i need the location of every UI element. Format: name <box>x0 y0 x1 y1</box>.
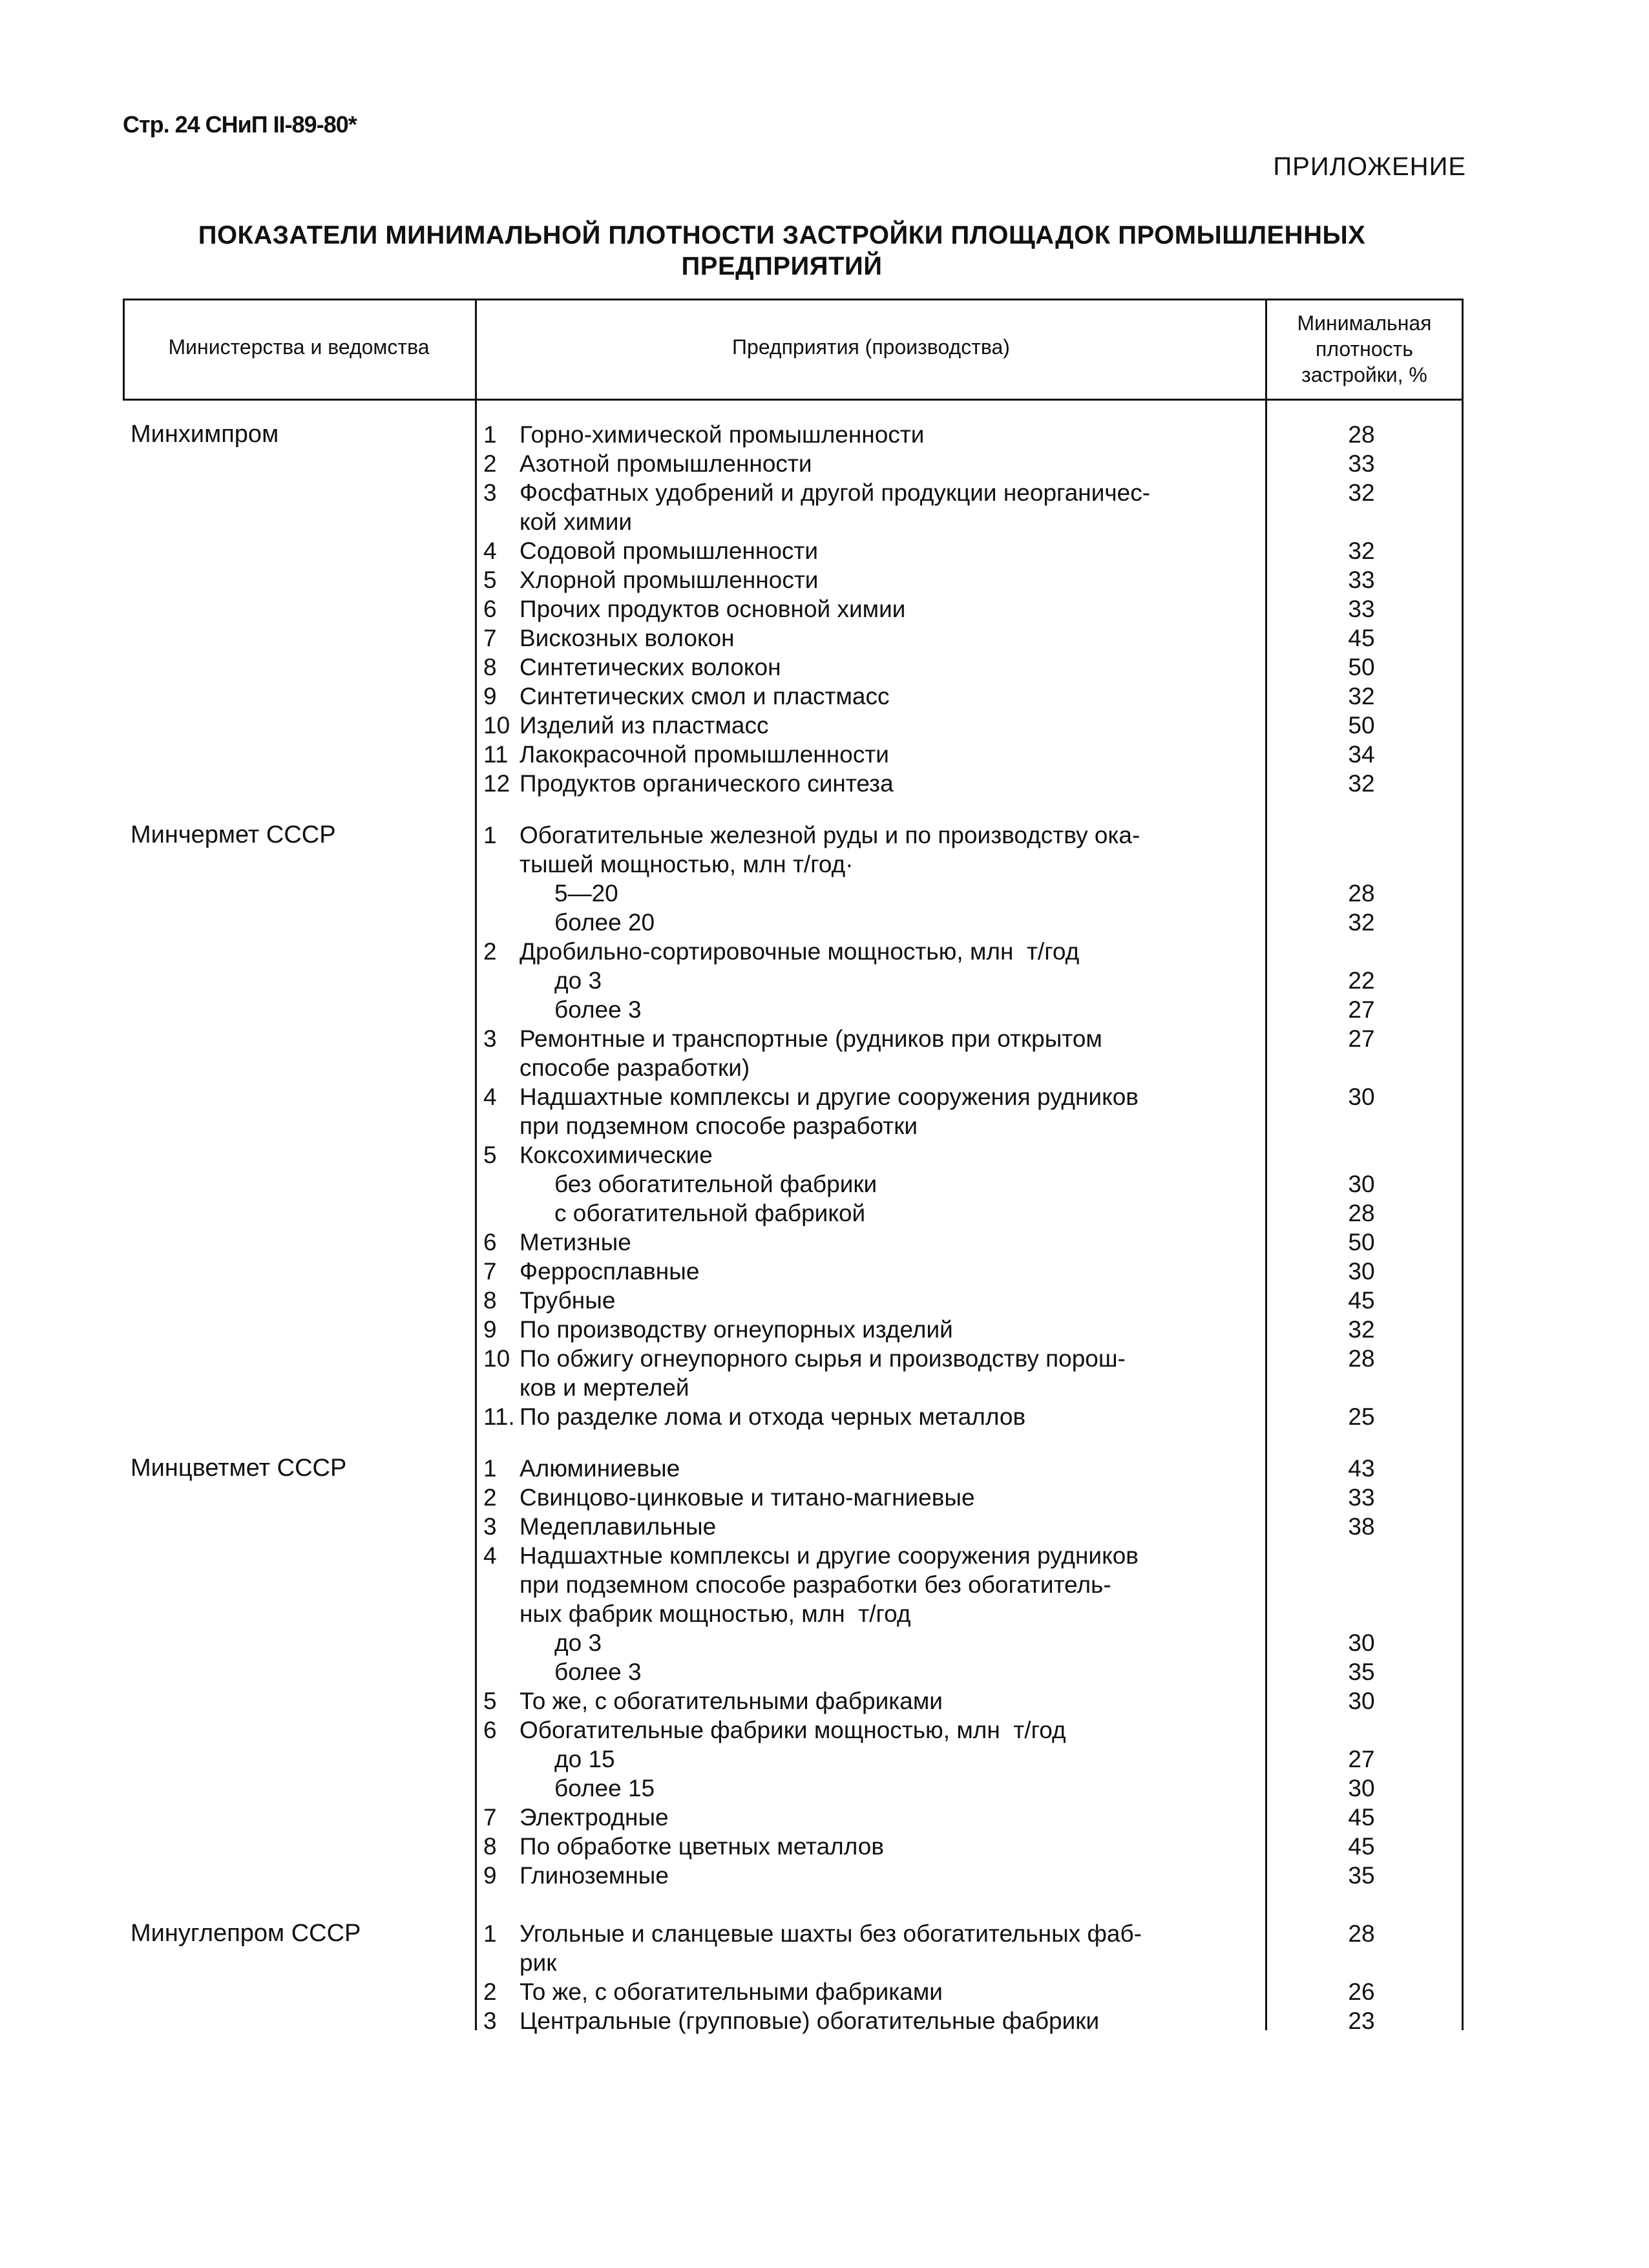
row-number: 8 <box>483 654 497 680</box>
row-number: 5 <box>483 567 497 593</box>
enterprise-label: По обработке цветных металлов <box>520 1833 884 1860</box>
title-line-2: ПРЕДПРИЯТИЙ <box>681 252 883 280</box>
enterprise-label: Обогатительные фабрики мощностью, млн т/год <box>520 1717 1066 1743</box>
enterprise-row <box>483 1344 1388 1373</box>
enterprise-label: Надшахтные комплексы и другие сооружения рудников <box>520 1084 1139 1110</box>
row-number: 2 <box>483 1979 497 2005</box>
enterprise-label: Азотной промышленности <box>520 450 812 477</box>
row-number: 1 <box>483 1455 497 1482</box>
density-value: 30 <box>1348 1258 1375 1285</box>
enterprise-label: 5—20 <box>554 880 618 907</box>
row-number: 1 <box>483 421 497 448</box>
density-value: 30 <box>1348 1688 1375 1714</box>
enterprise-row <box>483 711 1388 740</box>
enterprise-label: Вискозных волокон <box>520 625 735 651</box>
density-value: 32 <box>1348 538 1375 564</box>
enterprise-label: Ферросплавные <box>520 1258 700 1285</box>
enterprise-row <box>483 1373 1424 1402</box>
density-value: 30 <box>1348 1084 1375 1110</box>
ministry-name: Минуглепром СССР <box>131 1920 361 1947</box>
enterprise-row <box>483 653 1388 682</box>
enterprise-label: Трубные <box>520 1287 616 1314</box>
enterprise-label: до 3 <box>554 967 602 994</box>
density-value: 35 <box>1348 1862 1375 1889</box>
enterprise-row <box>483 1082 1388 1111</box>
enterprise-label: при подземном способе разработки <box>520 1113 918 1139</box>
row-number: 11 <box>483 741 509 768</box>
header-enterprises: Предприятия (производства) <box>732 335 1010 359</box>
row-number: 9 <box>483 1316 497 1343</box>
enterprise-label: То же, с обогатительными фабриками <box>520 1688 943 1714</box>
ministry-name: Минхимпром <box>131 421 279 448</box>
enterprise-row <box>483 1402 1388 1431</box>
density-value: 28 <box>1348 1200 1375 1226</box>
enterprise-label: Обогатительные железной руды и по производству ока- <box>520 822 1140 848</box>
enterprise-label: Свинцово-цинковые и титано-магниевые <box>520 1484 975 1511</box>
table-right-border <box>1462 299 1464 2030</box>
enterprise-row <box>483 937 1388 966</box>
density-value: 27 <box>1348 996 1375 1023</box>
row-number: 8 <box>483 1287 497 1314</box>
enterprise-label: при подземном способе разработки без обогатитель- <box>520 1571 1111 1598</box>
enterprise-label: Алюминиевые <box>520 1455 680 1482</box>
enterprise-label: более 15 <box>554 1775 655 1801</box>
row-number: 11. <box>483 1403 515 1430</box>
enterprise-label: более 3 <box>554 1659 642 1685</box>
enterprise-label: кой химии <box>520 509 633 535</box>
enterprise-label: Ремонтные и транспортные (рудников при открытом <box>520 1025 1102 1052</box>
density-value: 32 <box>1348 909 1375 936</box>
density-value: 32 <box>1348 770 1375 797</box>
col-divider-1 <box>475 299 477 2030</box>
row-number: 3 <box>483 479 497 506</box>
enterprise-label: Дробильно-сортировочные мощностью, млн т/год <box>520 938 1080 965</box>
enterprise-row <box>483 1919 1388 1948</box>
enterprise-label: По обжигу огнеупорного сырья и производству порош- <box>520 1345 1126 1372</box>
enterprise-row <box>483 536 1388 565</box>
enterprise-row <box>483 1140 1388 1170</box>
density-value: 33 <box>1348 1484 1375 1511</box>
density-value: 33 <box>1348 450 1375 477</box>
row-number: 3 <box>483 1025 497 1052</box>
enterprise-label: Глиноземные <box>520 1862 669 1889</box>
enterprise-label: Коксохимические <box>520 1142 713 1168</box>
row-number: 6 <box>483 1717 497 1743</box>
enterprise-row <box>483 1024 1388 1053</box>
enterprise-label: способе разработки) <box>520 1055 750 1081</box>
row-number: 7 <box>483 625 497 651</box>
row-number: 5 <box>483 1688 497 1714</box>
enterprise-label: с обогатительной фабрикой <box>554 1200 866 1226</box>
row-number: 1 <box>483 1920 497 1947</box>
enterprise-row <box>483 507 1424 536</box>
ministry-name: Минцветмет СССР <box>131 1454 347 1482</box>
enterprise-row <box>483 1686 1388 1716</box>
enterprise-label: Продуктов органического синтеза <box>520 770 894 797</box>
enterprise-row <box>483 1977 1388 2006</box>
title-line-1: ПОКАЗАТЕЛИ МИНИМАЛЬНОЙ ПЛОТНОСТИ ЗАСТРОЙКИ ПЛОЩАДОК ПРОМЫШЛЕННЫХ <box>198 221 1366 249</box>
enterprise-label: Прочих продуктов основной химии <box>520 596 906 622</box>
row-number: 9 <box>483 683 497 709</box>
enterprise-label: до 15 <box>554 1746 615 1772</box>
density-value: 32 <box>1348 683 1375 709</box>
enterprise-row <box>483 769 1388 798</box>
enterprise-label: По производству огнеупорных изделий <box>520 1316 953 1343</box>
row-number: 4 <box>483 538 497 564</box>
enterprise-row <box>483 1570 1424 1599</box>
density-value: 50 <box>1348 654 1375 680</box>
enterprise-label: рик <box>520 1949 557 1976</box>
row-number: 7 <box>483 1804 497 1831</box>
row-number: 4 <box>483 1084 497 1110</box>
enterprise-row <box>483 1599 1424 1628</box>
enterprise-row <box>483 1315 1388 1344</box>
row-number: 2 <box>483 1484 497 1511</box>
enterprise-label: Электродные <box>520 1804 669 1831</box>
header-bottom-border <box>123 399 1464 401</box>
enterprise-label: Хлорной промышленности <box>520 567 819 593</box>
enterprise-label: Медеплавильные <box>520 1513 717 1540</box>
enterprise-label: Фосфатных удобрений и другой продукции неорганичес- <box>520 479 1151 506</box>
enterprise-row <box>483 1228 1388 1257</box>
table-top-border <box>123 299 1464 300</box>
row-number: 1 <box>483 822 497 848</box>
enterprise-row <box>483 449 1388 478</box>
density-value: 30 <box>1348 1630 1375 1656</box>
enterprise-row <box>483 850 1424 879</box>
density-value: 28 <box>1348 421 1375 448</box>
enterprise-row <box>483 420 1388 449</box>
enterprise-row <box>483 1541 1388 1570</box>
enterprise-label: Синтетических смол и пластмасс <box>520 683 890 709</box>
enterprise-row <box>483 821 1388 850</box>
density-value: 45 <box>1348 1804 1375 1831</box>
enterprise-row <box>483 1053 1424 1082</box>
enterprise-label: без обогатительной фабрики <box>554 1171 877 1197</box>
row-number: 12 <box>483 770 510 797</box>
density-value: 32 <box>1348 1316 1375 1343</box>
density-value: 45 <box>1348 625 1375 651</box>
enterprise-label: По разделке лома и отхода черных металлов <box>520 1403 1026 1430</box>
enterprise-label: до 3 <box>554 1630 602 1656</box>
density-value: 33 <box>1348 567 1375 593</box>
density-value: 27 <box>1348 1025 1375 1052</box>
enterprise-label: Центральные (групповые) обогатительные фабрики <box>520 2008 1100 2034</box>
row-number: 6 <box>483 596 497 622</box>
density-value: 23 <box>1348 2008 1375 2034</box>
row-number: 6 <box>483 1229 497 1255</box>
enterprise-label: То же, с обогатительными фабриками <box>520 1979 943 2005</box>
enterprise-row <box>483 1803 1388 1832</box>
row-number: 5 <box>483 1142 497 1168</box>
enterprise-label: ков и мертелей <box>520 1374 689 1401</box>
header-ministries: Министерства и ведомства <box>168 335 430 359</box>
density-value: 45 <box>1348 1287 1375 1314</box>
density-table <box>123 299 1464 2034</box>
density-value: 50 <box>1348 1229 1375 1255</box>
enterprise-row <box>483 1948 1424 1977</box>
appendix-label: ПРИЛОЖЕНИЕ <box>1273 152 1466 181</box>
enterprise-row <box>483 1832 1388 1861</box>
density-value: 30 <box>1348 1171 1375 1197</box>
density-value: 27 <box>1348 1746 1375 1772</box>
enterprise-label: более 20 <box>554 909 655 936</box>
row-number: 4 <box>483 1542 497 1569</box>
density-value: 43 <box>1348 1455 1375 1482</box>
document-title <box>129 220 1434 282</box>
enterprise-row <box>483 1111 1424 1140</box>
row-number: 7 <box>483 1258 497 1285</box>
enterprise-label: тышей мощностью, млн т/год· <box>520 851 854 877</box>
enterprise-row <box>483 478 1388 507</box>
header-density-line-1: Минимальная <box>1297 311 1432 335</box>
enterprise-row <box>483 1286 1388 1315</box>
enterprise-row <box>483 1512 1388 1541</box>
enterprise-label: Надшахтные комплексы и другие сооружения рудников <box>520 1542 1139 1569</box>
enterprise-label: Угольные и сланцевые шахты без обогатительных фаб- <box>520 1920 1142 1947</box>
enterprise-row <box>483 1716 1388 1745</box>
enterprise-label: Синтетических волокон <box>520 654 781 680</box>
enterprise-label: Горно-химической промышленности <box>520 421 925 448</box>
density-value: 50 <box>1348 712 1375 739</box>
row-number: 9 <box>483 1862 497 1889</box>
row-number: 8 <box>483 1833 497 1860</box>
enterprise-row <box>483 2006 1388 2035</box>
ministry-name: Минчермет СССР <box>131 821 336 848</box>
density-value: 33 <box>1348 596 1375 622</box>
density-value: 28 <box>1348 1920 1375 1947</box>
row-number: 2 <box>483 450 497 477</box>
enterprise-row <box>483 740 1388 769</box>
enterprise-row <box>483 1483 1388 1512</box>
density-value: 30 <box>1348 1775 1375 1801</box>
density-value: 32 <box>1348 479 1375 506</box>
density-value: 34 <box>1348 741 1375 768</box>
density-value: 26 <box>1348 1979 1375 2005</box>
enterprise-row <box>483 594 1388 624</box>
density-value: 35 <box>1348 1659 1375 1685</box>
page-header: Стр. 24 СНиП II-89-80* <box>123 111 357 138</box>
enterprise-label: Метизные <box>520 1229 631 1255</box>
density-value: 45 <box>1348 1833 1375 1860</box>
enterprise-row <box>483 565 1388 594</box>
row-number: 10 <box>483 1345 510 1372</box>
enterprise-row <box>483 624 1388 653</box>
row-number: 3 <box>483 2008 497 2034</box>
density-value: 28 <box>1348 880 1375 907</box>
enterprise-row <box>483 1454 1388 1483</box>
enterprise-label: более 3 <box>554 996 642 1023</box>
enterprise-row <box>483 682 1388 711</box>
enterprise-label: Лакокрасочной промышленности <box>520 741 889 768</box>
enterprise-label: Изделий из пластмасс <box>520 712 769 739</box>
enterprise-row <box>483 1257 1388 1286</box>
header-density-line-2: плотность <box>1316 337 1413 361</box>
row-number: 2 <box>483 938 497 965</box>
density-value: 38 <box>1348 1513 1375 1540</box>
row-number: 3 <box>483 1513 497 1540</box>
density-value: 25 <box>1348 1403 1375 1430</box>
enterprise-label: Содовой промышленности <box>520 538 819 564</box>
enterprise-label: ных фабрик мощностью, млн т/год <box>520 1601 911 1627</box>
density-value: 22 <box>1348 967 1375 994</box>
header-density <box>1267 310 1462 388</box>
enterprise-row <box>483 1861 1388 1890</box>
row-number: 10 <box>483 712 510 739</box>
density-value: 28 <box>1348 1345 1375 1372</box>
header-density-line-3: застройки, % <box>1301 363 1427 386</box>
